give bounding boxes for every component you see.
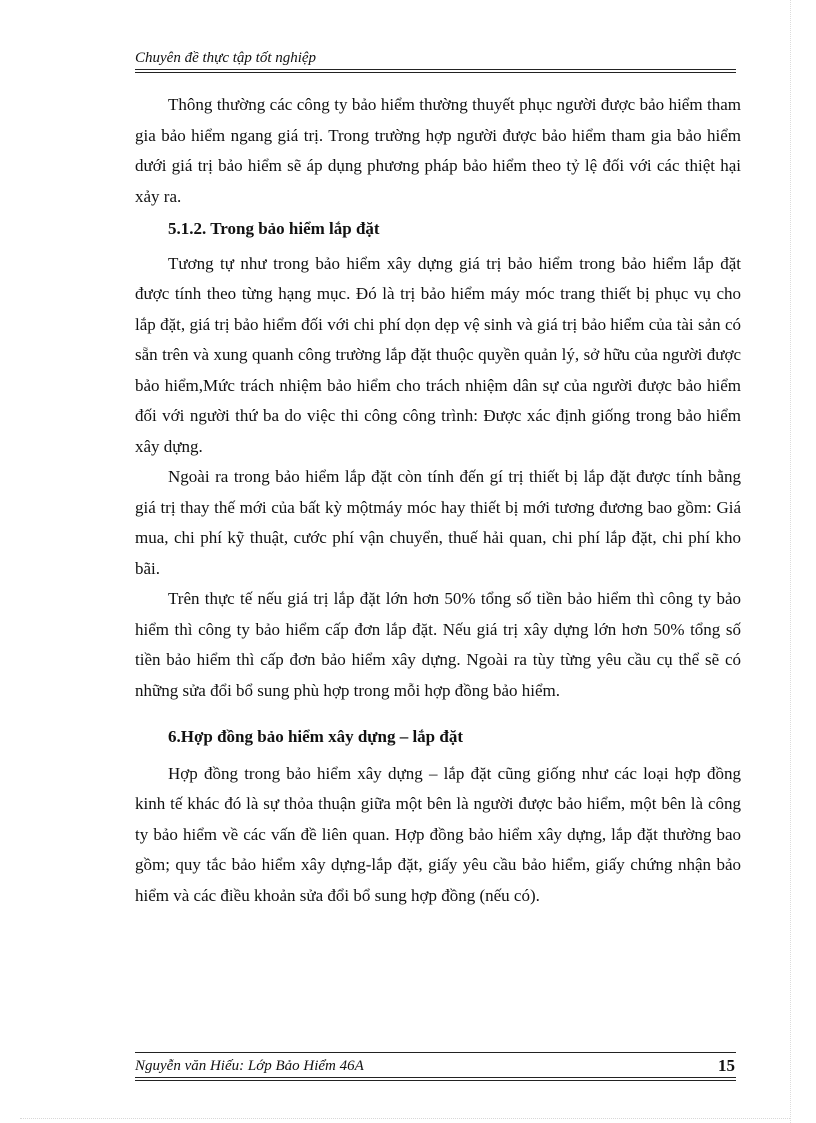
paragraph-2: Tương tự như trong bảo hiểm xây dựng giá trị bảo hiểm trong bảo hiểm lắp đặt được tính theo từng hạng mục. Đó là trị bảo hiểm máy móc trang thiết bị phục vụ cho lắp đặt, giá trị bảo hiểm đối với chi phí dọn dẹp vệ sinh và giá trị bảo hiểm của tài sản có sẵn trên và xung quanh công trường lắp đặt thuộc quyền quản lý, sở hữu của người được bảo hiểm,Mức trách nhiệm bảo hiểm cho trách nhiệm dân sự của người được bảo hiểm đối với người thứ ba do việc thi công công trình: Được xác định giống trong bảo hiểm xây dựng. [135, 253, 741, 456]
header-rule-bottom [135, 72, 736, 73]
paragraph-4: Trên thực tế nếu giá trị lắp đặt lớn hơn 50% tổng số tiền bảo hiểm thì công ty bảo hiểm thì công ty bảo hiểm cấp đơn lắp đặt. Nếu giá trị xây dựng lớn hơn 50% tổng số tiền bảo hiểm thì cấp đơn bảo hiểm xây dựng. Ngoài ra tùy từng yêu cầu cụ thể sẽ có những sửa đổi bổ sung phù hợp trong mỗi hợp đồng bảo hiểm. [135, 589, 741, 700]
page-border-dotted-right [790, 0, 791, 1123]
section-heading-6: 6.Hợp đồng bảo hiểm xây dựng – lắp đặt [168, 727, 463, 746]
page-border-dotted-bottom [20, 1118, 790, 1119]
footer-rule-lower-1 [135, 1077, 736, 1078]
section-heading-5-1-2: 5.1.2. Trong bảo hiểm lắp đặt [168, 219, 380, 238]
header-rule-top [135, 69, 736, 70]
document-body [135, 90, 741, 911]
page-number: 15 [718, 1056, 735, 1075]
footer-author: Nguyễn văn Hiếu: Lớp Bảo Hiểm 46A [135, 1058, 364, 1074]
footer-rule [135, 1052, 736, 1053]
footer-rule-lower-2 [135, 1080, 736, 1081]
header-title: Chuyên đề thực tập tốt nghiệp [135, 50, 317, 66]
paragraph-5: Hợp đồng trong bảo hiểm xây dựng – lắp đặt cũng giống như các loại hợp đồng kinh tế khác đó là sự thỏa thuận giữa một bên là người được bảo hiểm, một bên là công ty bảo hiểm về các vấn đề liên quan. Hợp đồng bảo hiểm xây dựng, lắp đặt thường bao gồm; quy tắc bảo hiểm xây dựng-lắp đặt, giấy yêu cầu bảo hiểm, giấy chứng nhận bảo hiểm và các điều khoản sửa đổi bổ sung hợp đồng (nếu có). [135, 763, 741, 905]
paragraph-3: Ngoài ra trong bảo hiểm lắp đặt còn tính đến gí trị thiết bị lắp đặt được tính bằng giá trị thay thế mới của bất kỳ mộtmáy móc hay thiết bị mới tương đương bao gồm: Giá mua, chi phí kỹ thuật, cước phí vận chuyển, thuế hải quan, chi phí lắp đặt, chi phí kho bãi. [135, 467, 741, 578]
paragraph-1: Thông thường các công ty bảo hiểm thường thuyết phục người được bảo hiểm tham gia bảo hiểm ngang giá trị. Trong trường hợp người được bảo hiểm tham gia bảo hiểm dưới giá trị bảo hiểm sẽ áp dụng phương pháp bảo hiểm theo tỷ lệ đối với các thiệt hại xảy ra. [135, 95, 741, 206]
